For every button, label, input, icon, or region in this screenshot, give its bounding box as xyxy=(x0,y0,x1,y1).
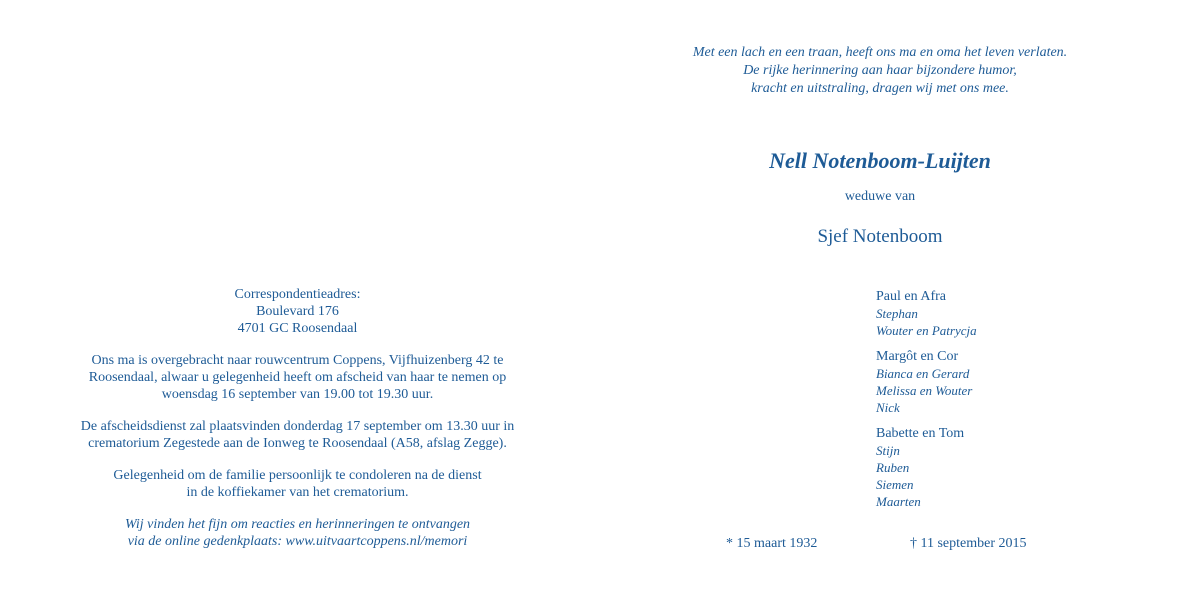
afscheidsdienst-line: crematorium Zegestede aan de Ionweg te Roosendaal (A58, afslag Zegge). xyxy=(88,436,507,451)
poem-line: kracht en uitstraling, dragen wij met ons mee. xyxy=(751,81,1009,96)
family-child: Stijn xyxy=(876,443,900,458)
poem xyxy=(640,44,1120,98)
family-child: Ruben xyxy=(876,460,910,475)
address-street: Boulevard 176 xyxy=(256,304,339,319)
family-group xyxy=(876,425,1136,510)
family-child: Nick xyxy=(876,400,900,415)
address-city: 4701 GC Roosendaal xyxy=(237,321,358,336)
condoleren-line: Gelegenheid om de familie persoonlijk te condoleren na de dienst xyxy=(113,468,482,483)
correspondence-address xyxy=(40,286,555,337)
widow-of-label: weduwe van xyxy=(844,189,916,204)
address-label: Correspondentieadres: xyxy=(234,287,361,302)
rouwcentrum-paragraph xyxy=(40,352,555,403)
afscheidsdienst-paragraph xyxy=(40,418,555,452)
condoleren-line: in de koffiekamer van het crematorium. xyxy=(186,485,409,500)
left-panel xyxy=(40,286,555,565)
family-parents: Babette en Tom xyxy=(876,426,965,441)
rouwcentrum-line: Ons ma is overgebracht naar rouwcentrum Coppens, Vijfhuizenberg 42 te xyxy=(91,353,504,368)
deceased-name: Nell Notenboom-Luijten xyxy=(769,148,991,173)
husband-name: Sjef Notenboom xyxy=(817,226,943,247)
online-paragraph xyxy=(40,516,555,550)
family-group xyxy=(876,288,1136,339)
family-group xyxy=(876,348,1136,416)
rouwcentrum-line: Roosendaal, alwaar u gelegenheid heeft om afscheid van haar te nemen op xyxy=(88,370,507,385)
online-line: Wij vinden het fijn om reacties en herinneringen te ontvangen xyxy=(124,517,471,532)
afscheidsdienst-line: De afscheidsdienst zal plaatsvinden donderdag 17 september om 13.30 uur in xyxy=(80,419,515,434)
condoleren-paragraph xyxy=(40,467,555,501)
family-child: Maarten xyxy=(876,494,921,509)
rouwcentrum-line: woensdag 16 september van 19.00 tot 19.30 uur. xyxy=(161,387,434,402)
family-child: Bianca en Gerard xyxy=(876,366,970,381)
family-list xyxy=(876,288,1136,519)
family-child: Wouter en Patrycja xyxy=(876,323,977,338)
family-child: Melissa en Wouter xyxy=(876,383,973,398)
poem-line: De rijke herinnering aan haar bijzondere humor, xyxy=(743,63,1017,78)
family-parents: Paul en Afra xyxy=(876,289,946,304)
online-line: via de online gedenkplaats: www.uitvaartcoppens.nl/memori xyxy=(127,534,468,549)
family-child: Siemen xyxy=(876,477,914,492)
family-parents: Margôt en Cor xyxy=(876,349,959,364)
poem-line: Met een lach en een traan, heeft ons ma en oma het leven verlaten. xyxy=(692,45,1068,60)
death-date: † 11 september 2015 xyxy=(910,536,1027,551)
birth-date: * 15 maart 1932 xyxy=(726,536,818,551)
family-child: Stephan xyxy=(876,306,918,321)
